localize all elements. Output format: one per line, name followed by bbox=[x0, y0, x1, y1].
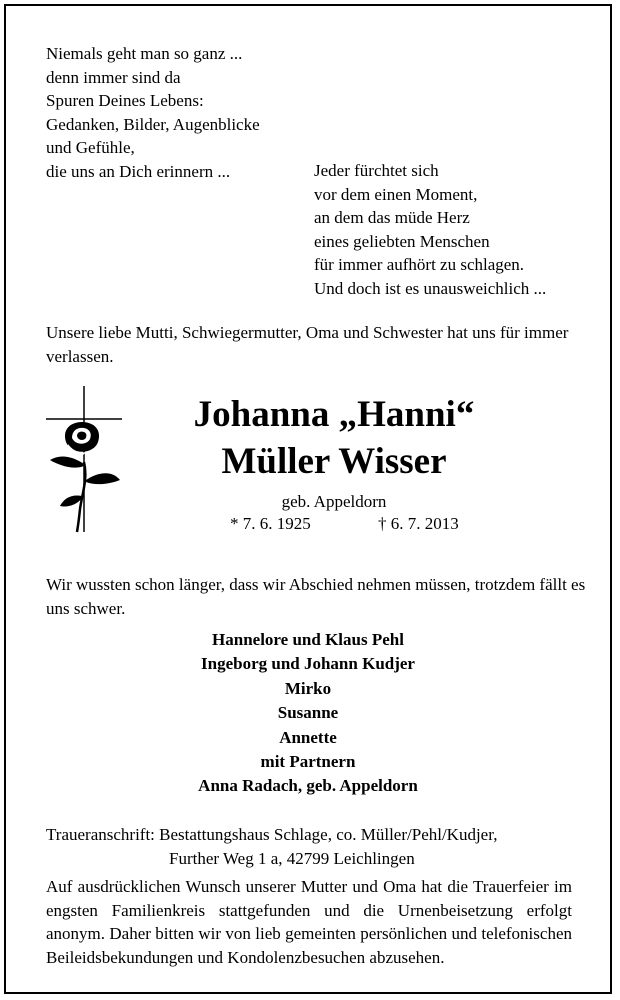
mourner-item: Susanne bbox=[277, 703, 339, 723]
address-line1: Traueranschrift: Bestattungshaus Schlage, co. Müller/Pehl/Kudjer, bbox=[46, 825, 498, 844]
cross-with-rose-icon bbox=[42, 384, 126, 534]
deceased-name-line1: Johanna „Hanni“ bbox=[193, 394, 475, 435]
mourner-item: mit Partnern bbox=[260, 752, 356, 772]
poem-line: an dem das müde Herz bbox=[314, 208, 470, 227]
final-note: Auf ausdrücklichen Wunsch unserer Mutter und Oma hat die Trauerfeier im engsten Familienkreis stattgefunden und die Urnenbeisetzung erfolgt anonym. Daher bitten wir von lieb gemeinten persönlichen und telefonischen Beileidsbekundungen und Kondolenzbesuchen abzusehen. bbox=[46, 877, 572, 967]
poem-right bbox=[314, 159, 546, 300]
poem-line: Jeder fürchtet sich bbox=[314, 161, 439, 180]
mourner-item: Annette bbox=[279, 727, 337, 747]
mourner-item: Anna Radach, geb. Appeldorn bbox=[198, 776, 418, 796]
mourning-address bbox=[46, 823, 497, 870]
poem-line: vor dem einen Moment, bbox=[314, 184, 478, 204]
poem-line: Gedanken, Bilder, Augenblicke bbox=[46, 114, 260, 134]
birth-date: * 7. 6. 1925 bbox=[230, 514, 311, 533]
intro-text: Unsere liebe Mutti, Schwiegermutter, Oma und Schwester hat uns für immer verlassen. bbox=[46, 323, 569, 366]
poem-line: für immer aufhört zu schlagen. bbox=[314, 255, 525, 274]
address-line2: Further Weg 1 a, 42799 Leichlingen bbox=[169, 848, 415, 868]
obituary-notice bbox=[4, 4, 612, 994]
poem-line: Und doch ist es unausweichlich ... bbox=[314, 278, 547, 298]
death-date: † 6. 7. 2013 bbox=[378, 514, 459, 533]
poem-line: Spuren Deines Lebens: bbox=[46, 91, 204, 110]
farewell-text: Wir wussten schon länger, dass wir Abschied nehmen müssen, trotzdem fällt es uns schwer. bbox=[46, 575, 586, 618]
poem-line: eines geliebten Menschen bbox=[314, 231, 490, 251]
birth-name: geb. Appeldorn bbox=[281, 492, 387, 511]
deceased-name-line2: Müller Wisser bbox=[221, 441, 447, 482]
poem-line: die uns an Dich erinnern ... bbox=[46, 161, 231, 181]
poem-line: und Gefühle, bbox=[46, 138, 135, 157]
mourner-item: Ingeborg und Johann Kudjer bbox=[201, 654, 415, 674]
poem-left bbox=[46, 42, 260, 183]
poem-line: Niemals geht man so ganz ... bbox=[46, 44, 243, 63]
poem-line: denn immer sind da bbox=[46, 67, 181, 87]
mourners-list bbox=[6, 628, 610, 799]
mourner-item: Hannelore und Klaus Pehl bbox=[212, 630, 404, 649]
mourner-item: Mirko bbox=[284, 678, 332, 698]
